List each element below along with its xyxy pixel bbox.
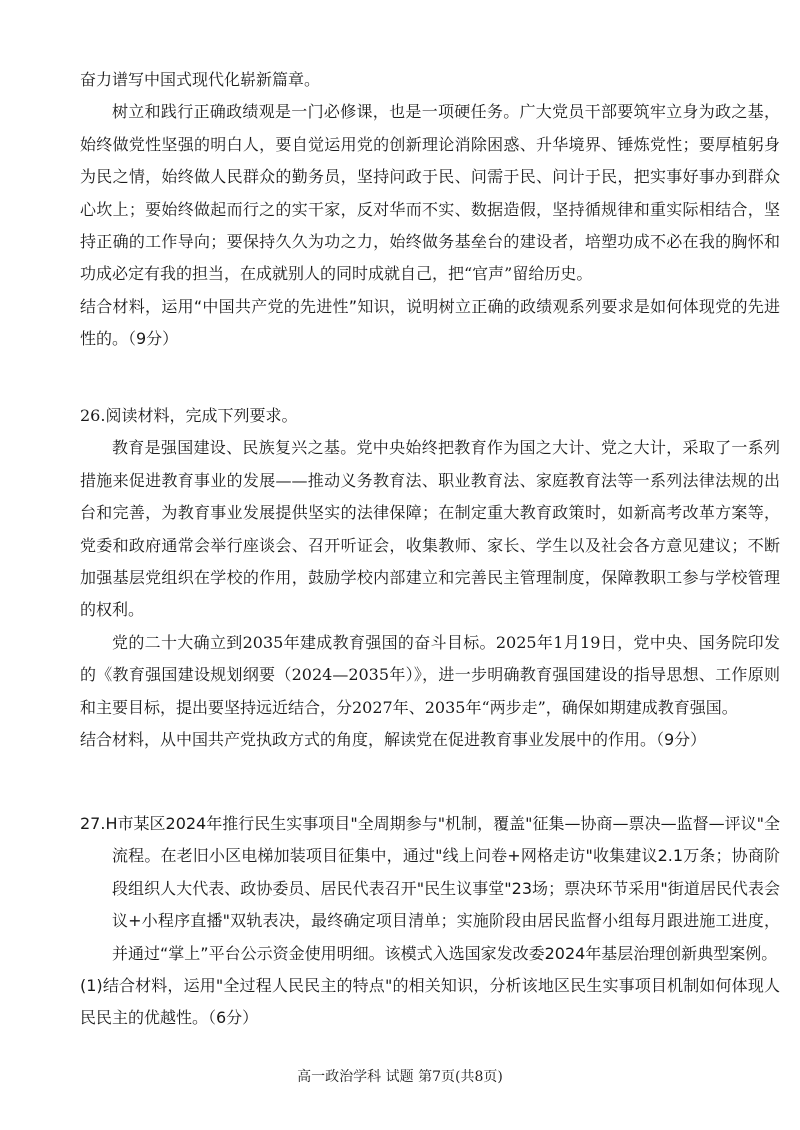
prev-question-block [80,64,780,356]
page-footer: 高一政治学科 试题 第7页(共8页) [297,1069,503,1085]
prev-material-last-line: 奋力谱写中国式现代化崭新篇章。 [80,70,321,89]
question-26-material-1: 教育是强国建设、民族复兴之基。党中央始终把教育作为国之大计、党之大计，采取了一系列措施来促进教育事业的发展——推动义务教育法、职业教育法、家庭教育法等一系列法律法规的出台和完善，为教育事业发展提供坚实的法律保障；在制定重大教育政策时，如新高考改革方案等，党委和政府通常会举行座谈会、召开听证会，收集教师、家长、学生以及社会各方意见建议；不断加强基层党组织在学校的作用，鼓励学校内部建立和完善民主管理制度，保障教职工参与学校管理的权利。 [80,438,780,620]
prev-material-paragraph: 树立和践行正确政绩观是一门必修课，也是一项硬任务。广大党员干部要筑牢立身为政之基，始终做党性坚强的明白人，要自觉运用党的创新理论消除困惑、升华境界、锤炼党性；要厚植躬身为民之情，始终做人民群众的勤务员，坚持问政于民、问需于民、问计于民，把实事好事办到群众心坎上；要始终做起而行之的实干家，反对华而不实、数据造假，坚持循规律和重实际相结合，坚持正确的工作导向；要保持久久为功之力，始终做务基垒台的建设者，培塑功成不必在我的胸怀和功成必定有我的担当，在成就别人的同时成就自己，把“官声”留给历史。 [80,102,780,284]
question-27 [80,808,780,1035]
question-26 [80,400,780,756]
prev-question-prompt: 结合材料，运用“中国共产党的先进性”知识，说明树立正确的政绩观系列要求是如何体现党的先进性的。（9分） [80,296,780,349]
question-27-part-1-prompt: (1)结合材料，运用"全过程人民民主的特点"的相关知识，分析该地区民生实事项目机制如何体现人民民主的优越性。（6分） [80,976,780,1028]
question-26-material-2: 党的二十大确立到2035年建成教育强国的奋斗目标。2025年1月19日，党中央、国务院印发的《教育强国建设规划纲要（2024—2035年）》，进一步明确教育强国建设的指导思想、工作原则和主要目标，提出要坚持远近结合，分2027年、2035年“两步走”，确保如期建成教育强国。 [80,632,780,717]
question-26-prompt: 结合材料，从中国共产党执政方式的角度，解读党在促进教育事业发展中的作用。（9分） [80,730,707,750]
question-26-header: 26.阅读材料，完成下列要求。 [80,406,298,425]
question-27-material: 27.H市某区2024年推行民生实事项目"全周期参与"机制，覆盖"征集—协商—票决—监督—评议"全流程。在老旧小区电梯加装项目征集中，通过"线上问卷+网格走访"收集建议2.1万条；协商阶段组织人大代表、政协委员、居民代表召开"民生议事堂"23场；票决环节采用"街道居民代表会议+小程序直播"双轨表决，最终确定项目清单；实施阶段由居民监督小组每月跟进施工进度，并通过“掌上”平台公示资金使用明细。该模式入选国家发改委2024年基层治理创新典型案例。 [80,814,780,963]
